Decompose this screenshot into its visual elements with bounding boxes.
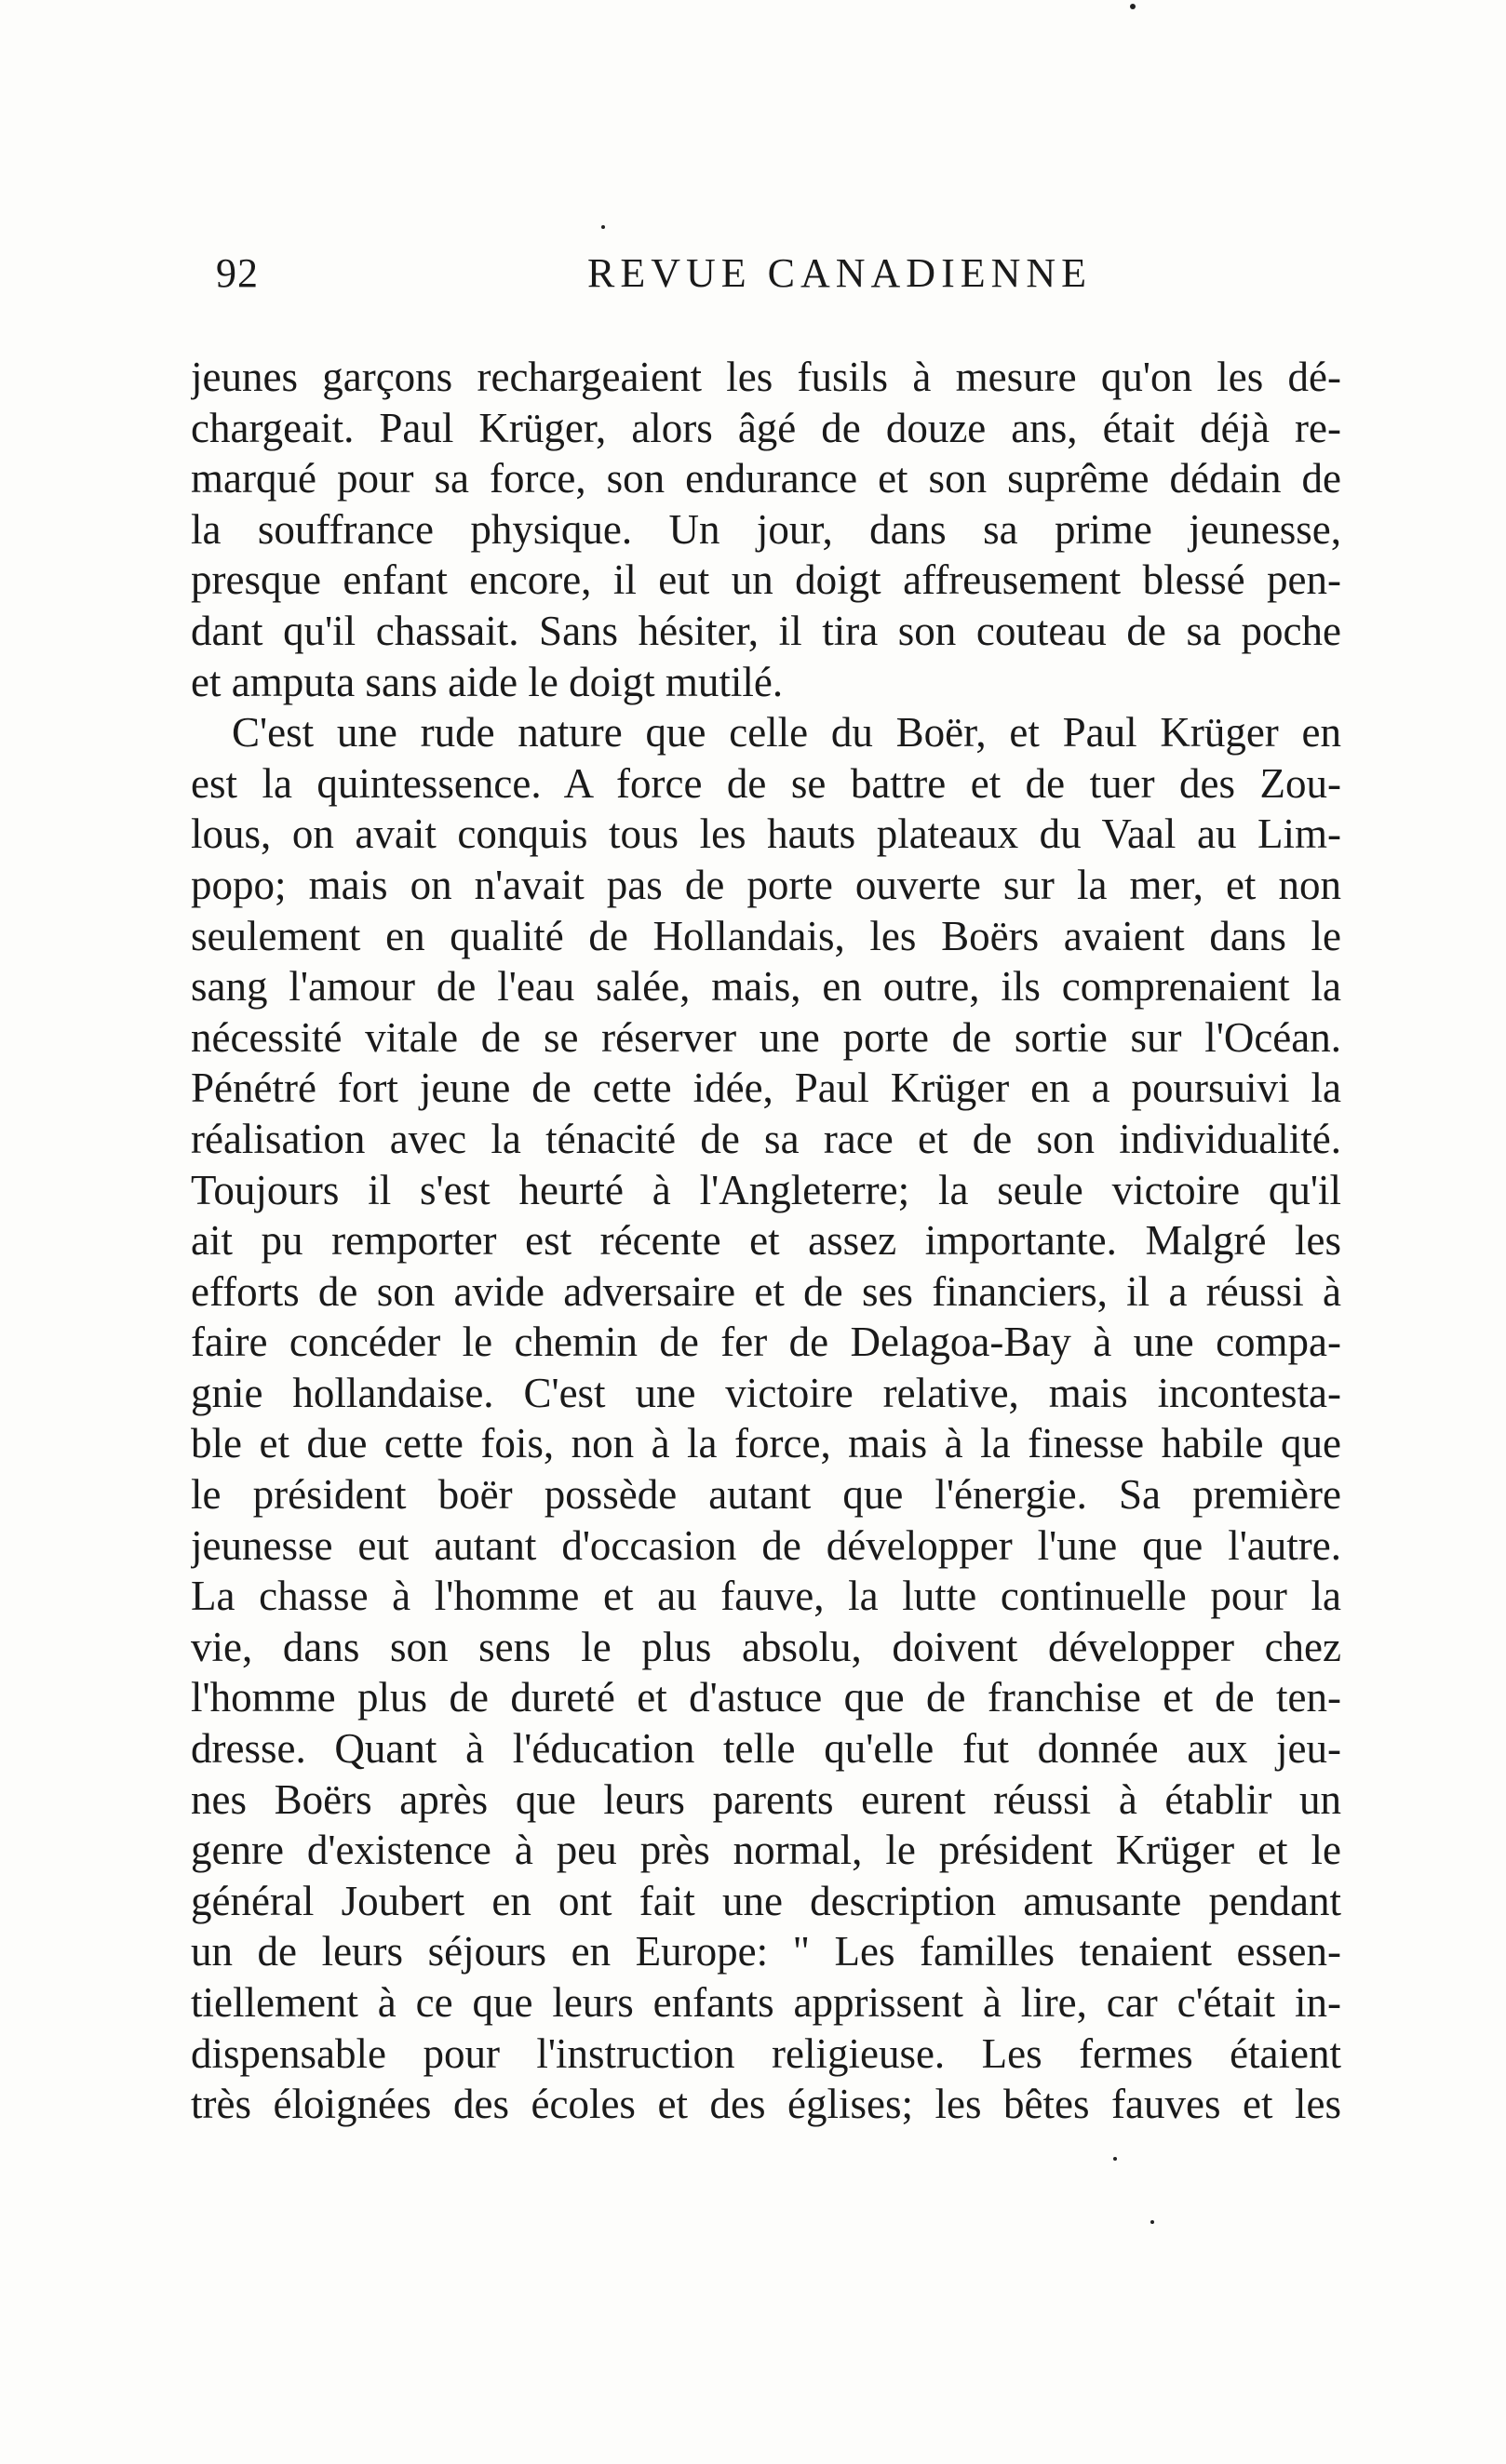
text-line: vie, dans son sens le plus absolu, doivent développer chez [191,1623,1341,1670]
text-line: chargeait. Paul Krüger, alors âgé de douze ans, était déjà re- [191,404,1341,451]
text-line: Toujours il s'est heurté à l'Angleterre; la seule victoire qu'il [191,1166,1341,1213]
text-line: dispensable pour l'instruction religieuse. Les fermes étaient [191,2029,1341,2077]
journal-title: REVUE CANADIENNE [586,250,1093,296]
text-line: tiellement à ce que leurs enfants apprissent à lire, car c'était in- [191,1979,1341,2026]
text-line: ble et due cette fois, non à la force, mais à la finesse habile que [191,1420,1341,1467]
running-head [216,249,1351,305]
ink-speck [1113,2157,1117,2161]
ink-speck [1150,2220,1154,2224]
body-text [191,352,1341,2130]
text-line: dresse. Quant à l'éducation telle qu'elle fut donnée aux jeu- [191,1725,1341,1773]
page-number: 92 [216,250,259,296]
text-line: La chasse à l'homme et au fauve, la lutte continuelle pour la [191,1573,1341,1620]
text-line: lous, on avait conquis tous les hauts plateaux du Vaal au Lim- [191,810,1341,858]
text-line: général Joubert en ont fait une description amusante pendant [191,1877,1341,1924]
ink-speck [601,225,605,229]
text-line: l'homme plus de dureté et d'astuce que de franchise et de ten- [191,1674,1341,1721]
text-line: C'est une rude nature que celle du Boër, et Paul Krüger en [232,709,1341,757]
ink-speck [1130,4,1136,9]
text-line: la souffrance physique. Un jour, dans sa prime jeunesse, [191,505,1341,553]
text-line: seulement en qualité de Hollandais, les Boërs avaient dans le [191,912,1341,959]
text-line: jeunesse eut autant d'occasion de développer l'une que l'autre. [191,1521,1341,1569]
text-line: presque enfant encore, il eut un doigt affreusement blessé pen- [191,556,1341,604]
text-line: le président boër possède autant que l'énergie. Sa première [191,1471,1341,1519]
text-line: ait pu remporter est récente et assez importante. Malgré les [191,1217,1341,1265]
text-line: nécessité vitale de se réserver une porte de sortie sur l'Océan. [191,1013,1341,1061]
text-line: jeunes garçons rechargeaient les fusils à mesure qu'on les dé- [191,354,1341,400]
text-line: est la quintessence. A force de se battre et de tuer des Zou- [191,759,1341,807]
text-line: et amputa sans aide le doigt mutilé. [191,658,784,705]
text-line: un de leurs séjours en Europe: " Les familles tenaient essen- [191,1928,1341,1975]
text-line: gnie hollandaise. C'est une victoire relative, mais incontesta- [191,1369,1341,1416]
text-line: marqué pour sa force, son endurance et son suprême dédain de [191,455,1341,502]
text-line: réalisation avec la ténacité de sa race et de son individualité. [191,1115,1341,1162]
text-line: nes Boërs après que leurs parents eurent réussi à établir un [191,1775,1341,1823]
text-line: sang l'amour de l'eau salée, mais, en outre, ils comprenaient la [191,963,1341,1011]
text-line: popo; mais on n'avait pas de porte ouverte sur la mer, et non [191,861,1341,908]
text-line: Pénétré fort jeune de cette idée, Paul Krüger en a poursuivi la [191,1065,1341,1112]
text-line: dant qu'il chassait. Sans hésiter, il tira son couteau de sa poche [191,607,1341,654]
text-line: faire concéder le chemin de fer de Delagoa-Bay à une compa- [191,1319,1341,1366]
text-line: genre d'existence à peu près normal, le président Krüger et le [191,1827,1341,1874]
text-line: efforts de son avide adversaire et de ses financiers, il a réussi à [191,1267,1341,1315]
text-line: très éloignées des écoles et des églises; les bêtes fauves et les [191,2081,1341,2128]
